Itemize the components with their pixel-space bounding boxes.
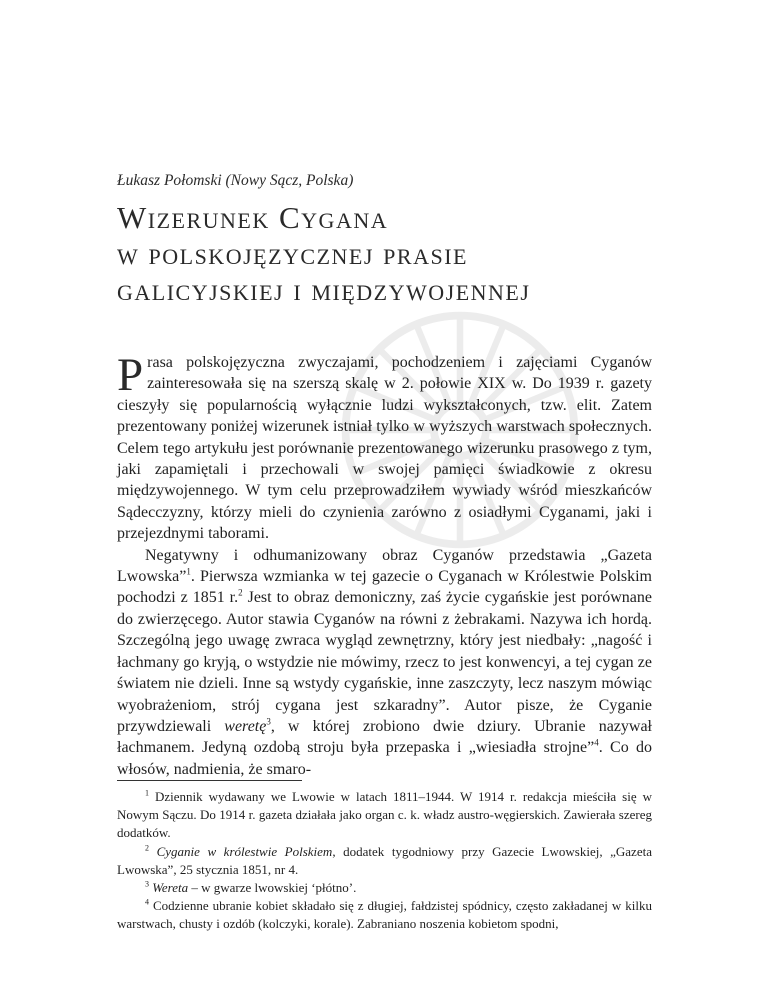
- footnote-ref-1: 1: [186, 566, 191, 577]
- footnote-ref-4: 4: [594, 737, 599, 748]
- footnote-ref-3: 3: [266, 716, 271, 727]
- paragraph-2: Negatywny i odhumanizowany obraz Cyganów przedstawia „Gazeta Lwowska”$^1$. Pierwsza wzmianka w tej gazecie o Cyganach w Królestwie Polskim pochodzi z 1851 r.$^2$ Jest to obraz demoniczny, zaś życie cygańskie jest porównane do zwierzęcego. Autor stawia Cyganów na równi z żebrakami. Nazywa ich hordą. Szczególną jego uwagę zwraca wygląd zewnętrzny, który jest niedbały: „nagość i łachmany go kryją, o wstydzie nie mówimy, rzecz to jest konwencyi, a tej cygan ze światem nie dzieli. Inne są wstydy cygańskie, inne zaszczyty, lecz naszym mówiąc wyobrażeniom, strój cygana jest szkaradny”. Autor pisze, że Cyganie przywdziewali weretę$^3$, w której zrobiono dwie dziury. Ubranie nazywał łachmanem. Jedyną ozdobą stroju była przepaska i „wiesiadła strojne”$^4$. Co do włosów, nadmienia, że smaro-: [117, 546, 652, 778]
- article-body: [117, 349, 652, 780]
- footnote-4: $^4$ Codzienne ubranie kobiet składało się z długiej, fałdzistej spódnicy, często zakładanej w kilku warstwach, chusty i ozdób (kolczyki, korale). Zabraniano noszenia kobietom spodni,: [117, 897, 652, 932]
- paragraph-1-text: rasa polskojęzyczna zwyczajami, pochodzeniem i zajęciami Cyganów zainteresowała się na szerszą skalę w 2. połowie XIX w. Do 1939 r. gazety cieszyły się popularnością wyłącznie ludzi wykształconych, tzw. elit. Zatem prezentowany poniżej wizerunek istniał tylko w wyższych warstwach społecznych. Celem tego artykułu jest porównanie prezentowanego wizerunku prasowego z tym, jaki zapamiętali i przechowali w swojej pamięci świadkowie z okresu międzywojennego. W tym celu przeprowadziłem wywiady wśród mieszkańców Sądecczyzny, którzy mieli do czynienia zarówno z osiadłymi Cyganami, jaki i przejezdnymi taborami.: [117, 354, 652, 543]
- footnote-3: $^3$ Wereta – w gwarze lwowskiej ‘płótno’.: [145, 879, 357, 896]
- footnote-1: $^1$ Dziennik wydawany we Lwowie w latach 1811–1944. W 1914 r. redakcja mieściła się w Nowym Sączu. Do 1914 r. gazeta działała jako organ c. k. władz austro-węgierskich. Zawierała szereg dodatków.: [117, 788, 652, 841]
- title-line-2: w polskojęzycznej prasie: [117, 236, 468, 271]
- footnotes: [117, 788, 652, 934]
- article-title: [117, 200, 677, 308]
- footnote-2: $^2$ Cyganie w królestwie Polskiem, dodatek tygodniowy przy Gazecie Lwowskiej, „Gazeta Lwowska”, 25 stycznia 1851, nr 4.: [117, 843, 652, 877]
- footnote-ref-2: 2: [238, 588, 243, 599]
- title-line-3: galicyjskiej i międzywojennej: [117, 272, 531, 307]
- paragraph-1: [117, 349, 652, 545]
- drop-cap: P: [117, 349, 144, 401]
- footnote-separator: [117, 780, 302, 781]
- title-line-1: Wizerunek Cygana: [117, 200, 389, 235]
- author-line: Łukasz Połomski (Nowy Sącz, Polska): [117, 172, 354, 189]
